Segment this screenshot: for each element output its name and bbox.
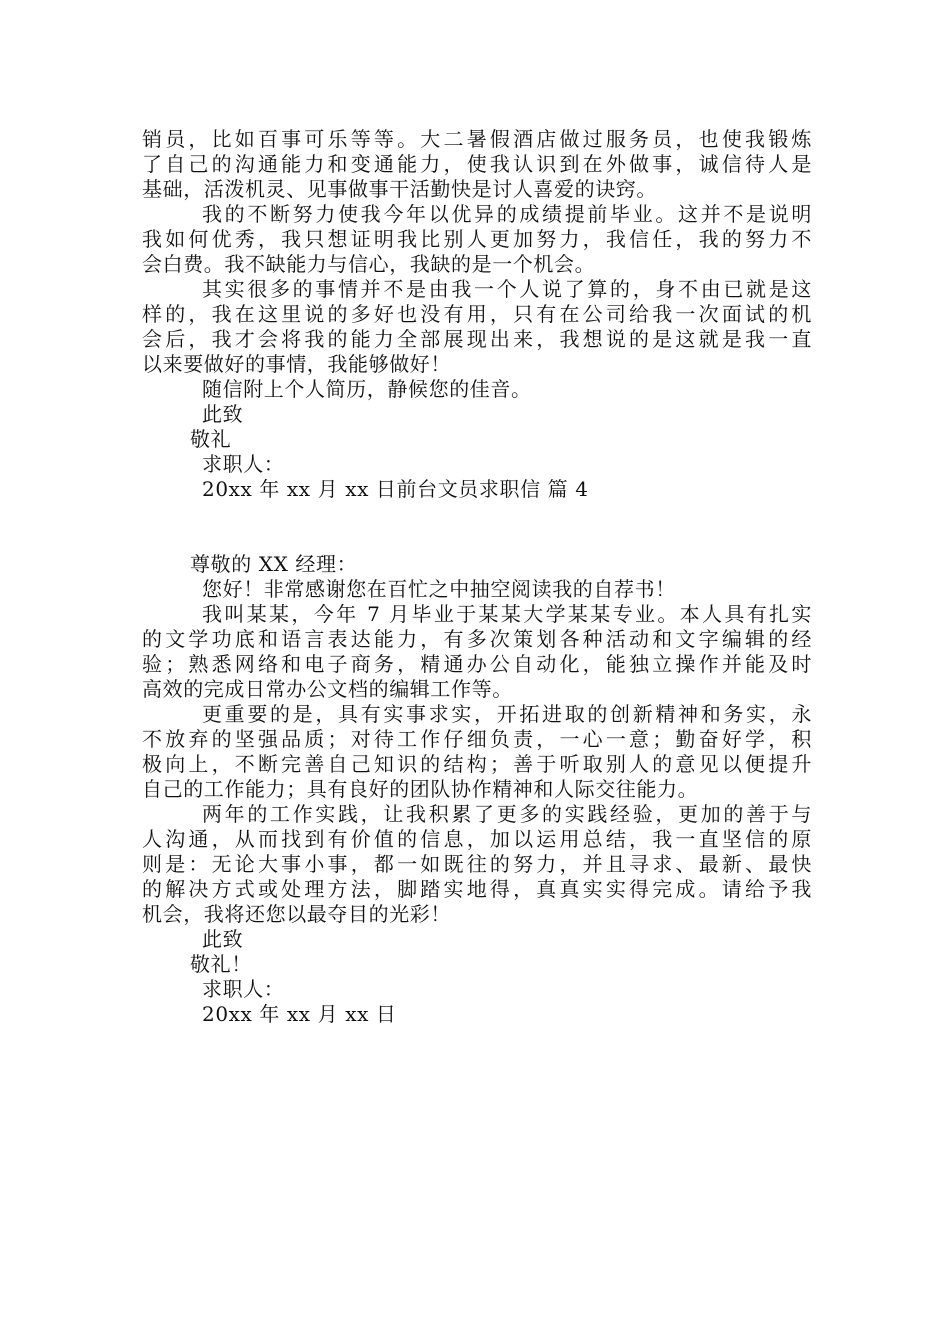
body-line: 的文学功底和语言表达能力，有多次策划各种活动和文字编辑的经 <box>142 627 812 651</box>
body-line: 以来要做好的事情，我能够做好！ <box>142 352 451 376</box>
body-line: 我的不断努力使我今年以优异的成绩提前毕业。这并不是说明 <box>202 202 812 226</box>
body-line: 随信附上个人简历，静候您的佳音。 <box>202 377 532 401</box>
date-line: 20xx 年 xx 月 xx 日 <box>202 1002 397 1026</box>
body-line: 极向上，不断完善自己知识的结构；善于听取别人的意见以便提升 <box>142 752 812 776</box>
body-line: 的解决方式或处理方法，脚踏实地得，真真实实得完成。请给予我 <box>142 877 812 901</box>
body-line: 我如何优秀，我只想证明我比别人更加努力，我信任，我的努力不 <box>142 227 812 251</box>
body-line: 会白费。我不缺能力与信心，我缺的是一个机会。 <box>142 252 596 276</box>
body-line: 我叫某某，今年 7 月毕业于某某大学某某专业。本人具有扎实 <box>202 602 812 626</box>
greeting-line: 您好！非常感谢您在百忙之中抽空阅读我的自荐书！ <box>202 577 676 601</box>
body-line: 不放弃的坚强品质；对待工作仔细负责，一心一意；勤奋好学，积 <box>142 727 812 751</box>
body-line: 则是：无论大事小事，都一如既往的努力，并且寻求、最新、最快 <box>142 852 812 876</box>
body-line: 人沟通，从而找到有价值的信息，加以运用总结，我一直坚信的原 <box>142 827 812 851</box>
body-line: 机会，我将还您以最夺目的光彩！ <box>142 902 451 926</box>
body-line: 会后，我才会将我的能力全部展现出来，我想说的是这就是我一直 <box>142 327 812 351</box>
body-line: 了自己的沟通能力和变通能力，使我认识到在外做事，诚信待人是 <box>142 152 812 176</box>
closing-line: 敬礼 <box>190 427 232 451</box>
salutation: 尊敬的 XX 经理： <box>190 552 358 576</box>
body-line: 更重要的是，具有实事求实，开拓进取的创新精神和务实，永 <box>202 702 812 726</box>
body-line: 样的，我在这里说的多好也没有用，只有在公司给我一次面试的机 <box>142 302 812 326</box>
closing-line: 此致 <box>202 927 244 951</box>
body-line: 两年的工作实践，让我积累了更多的实践经验，更加的善于与 <box>202 802 812 826</box>
body-line: 销员，比如百事可乐等等。大二暑假酒店做过服务员，也使我锻炼 <box>142 127 812 151</box>
closing-line: 此致 <box>202 402 244 426</box>
body-line: 基础，活泼机灵、见事做事干活勤快是讨人喜爱的诀窍。 <box>142 177 657 201</box>
body-line: 高效的完成日常办公文档的编辑工作等。 <box>142 677 513 701</box>
body-line: 验；熟悉网络和电子商务，精通办公自动化，能独立操作并能及时 <box>142 652 812 676</box>
body-line: 其实很多的事情并不是由我一个人说了算的，身不由已就是这 <box>202 277 812 301</box>
body-line: 自己的工作能力；具有良好的团队协作精神和人际交往能力。 <box>142 777 699 801</box>
closing-line: 敬礼！ <box>190 952 252 976</box>
date-and-title-line: 20xx 年 xx 月 xx 日前台文员求职信 篇 4 <box>202 477 589 501</box>
signature-label: 求职人： <box>202 452 285 476</box>
signature-label: 求职人： <box>202 977 285 1001</box>
